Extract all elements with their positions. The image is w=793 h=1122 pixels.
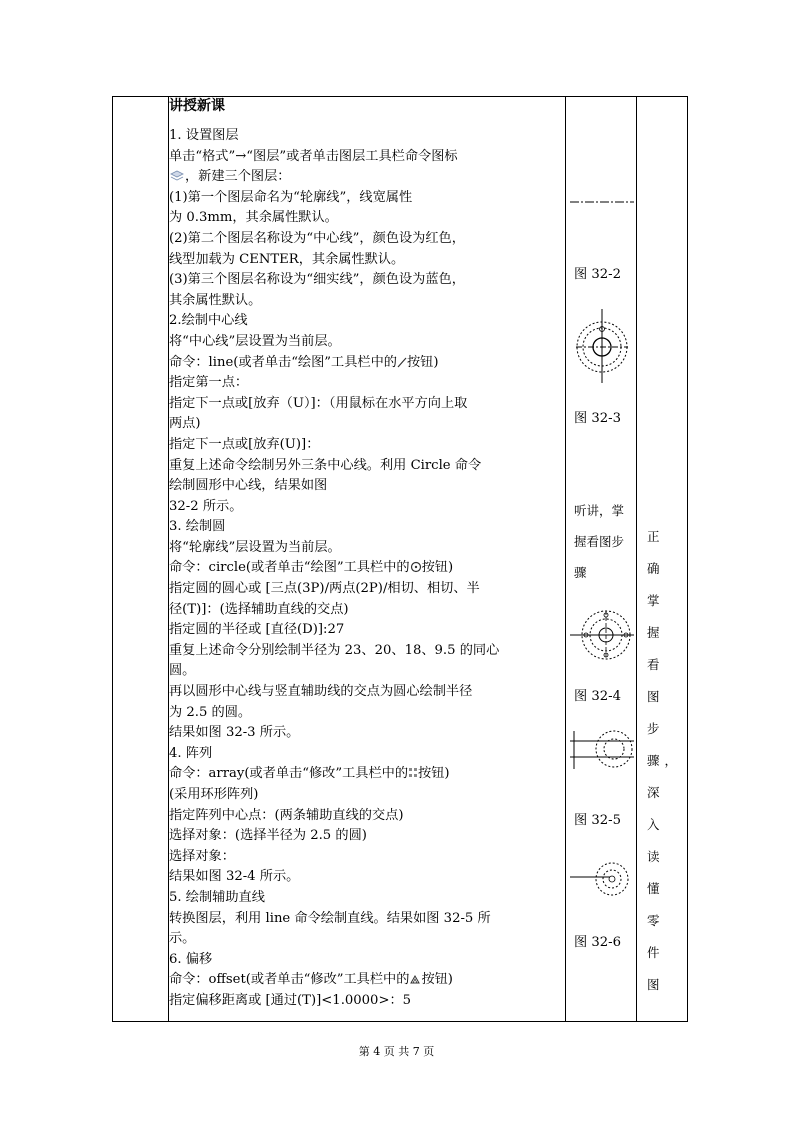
step-heading: 4. 阵列: [169, 745, 213, 761]
text-line: 指定圆的半径或 [直径(D)]:27: [169, 622, 345, 638]
empty-column: [113, 97, 169, 1022]
text-line: 结果如图 32-4 所示。: [169, 869, 300, 885]
text-line: 选择对象：: [169, 848, 235, 864]
text-line: 指定圆的圆心或 [三点(3P)/两点(2P)/相切、相切、半: [169, 581, 480, 597]
figure-label: 图 32-4: [574, 689, 622, 704]
circle-tool-icon: [410, 561, 422, 573]
step-heading: 2.绘制中心线: [169, 313, 248, 329]
text-line: 结果如图 32-3 所示。: [169, 725, 300, 741]
text-line: 单击“格式”→“图层”或者单击图层工具栏命令图标: [169, 148, 458, 164]
section-title: 讲授新课: [169, 98, 225, 114]
figure-column: [566, 97, 637, 1022]
text-line: 指定阵列中心点：(两条辅助直线的交点): [169, 807, 404, 823]
text-line: 命令：circle(或者单击“绘图”工具栏中的 按钮): [169, 560, 454, 576]
text-line: 其余属性默认。: [169, 292, 262, 308]
step-heading: 5. 绘制辅助直线: [169, 889, 265, 905]
text-line: (2)第二个图层名称设为“中心线”，颜色设为红色，: [169, 230, 465, 246]
figure-label: 图 32-2: [574, 267, 622, 282]
page-footer: 第 4 页 共 7 页: [358, 1045, 435, 1058]
text-line: 绘制圆形中心线，结果如图: [169, 478, 328, 494]
text-line: 命令：array(或者单击“修改”工具栏中的 按钮): [169, 766, 450, 782]
text-line: 径(T)]：(选择辅助直线的交点): [169, 601, 349, 617]
figure-label: 图 32-6: [574, 935, 622, 950]
text-line: 选择对象：(选择半径为 2.5 的圆): [169, 828, 367, 844]
text-line: 将“轮廓线”层设置为当前层。: [169, 539, 341, 555]
text-line: 指定第一点：: [169, 375, 249, 391]
figure-32-4-sketch: [570, 605, 634, 665]
text-line: 圆。: [169, 663, 196, 679]
text-line: 重复上述命令绘制另外三条中心线。利用 Circle 命令: [169, 457, 482, 473]
figure-32-6-sketch: [570, 857, 634, 899]
text-line: (1)第一个图层命名为“轮廓线”，线宽属性: [169, 189, 413, 205]
text-line: 转换图层，利用 line 命令绘制直线。结果如图 32-5 所: [169, 910, 491, 926]
figure-32-2-sketch: [570, 197, 634, 207]
lesson-content-cell: [169, 97, 566, 1022]
layer-icon: [169, 169, 185, 182]
lesson-table: [112, 96, 688, 1022]
text-line: 命令：line(或者单击“绘图”工具栏中的 按钮): [169, 354, 439, 370]
text-line: 两点): [169, 416, 201, 432]
array-tool-icon: [408, 767, 418, 779]
text-line: (采用环形阵列): [169, 787, 259, 802]
teaching-goal-column: [637, 97, 688, 1022]
text-line: 线型加载为 CENTER，其余属性默认。: [169, 251, 405, 267]
text-line: 再以圆形中心线与竖直辅助线的交点为圆心绘制半径: [169, 684, 473, 700]
step-heading: 1. 设置图层: [169, 128, 239, 143]
text-line: 为 0.3mm，其余属性默认。: [169, 210, 338, 226]
offset-tool-icon: [409, 973, 421, 985]
figure-32-5-sketch: [570, 729, 634, 771]
text-line: 示。: [169, 931, 196, 947]
text-line: (3)第三个图层名称设为“细实线”，颜色设为蓝色，: [169, 272, 465, 288]
text-line: 指定下一点或[放弃（U）]：（用鼠标在水平方向上取: [169, 395, 468, 411]
step-heading: 6. 偏移: [169, 951, 213, 967]
line-tool-icon: [397, 356, 407, 368]
text-line: 命令：offset(或者单击“修改”工具栏中的 按钮): [169, 972, 453, 988]
figure-32-3-sketch: [574, 309, 630, 383]
figure-note: 听讲，掌握看图步骤: [574, 503, 625, 580]
figure-label: 图 32-5: [574, 813, 622, 828]
text-line: 32-2 所示。: [169, 498, 243, 514]
figure-label: 图 32-3: [574, 411, 622, 426]
text-line: 指定下一点或[放弃(U)]：: [169, 436, 320, 452]
text-line: 为 2.5 的圆。: [169, 704, 252, 720]
text-line: 将“中心线”层设置为当前层。: [169, 333, 341, 349]
step-heading: 3. 绘制圆: [169, 519, 226, 535]
text-line: 指定偏移距离或 [通过(T)]<1.0000>：5: [169, 992, 412, 1008]
text-line: ，新建三个图层：: [169, 167, 565, 188]
teaching-goal-text: 正确掌握看图步骤，深入读懂零件图: [647, 529, 683, 992]
text-line: 重复上述命令分别绘制半径为 23、20、18、9.5 的同心: [169, 642, 500, 658]
